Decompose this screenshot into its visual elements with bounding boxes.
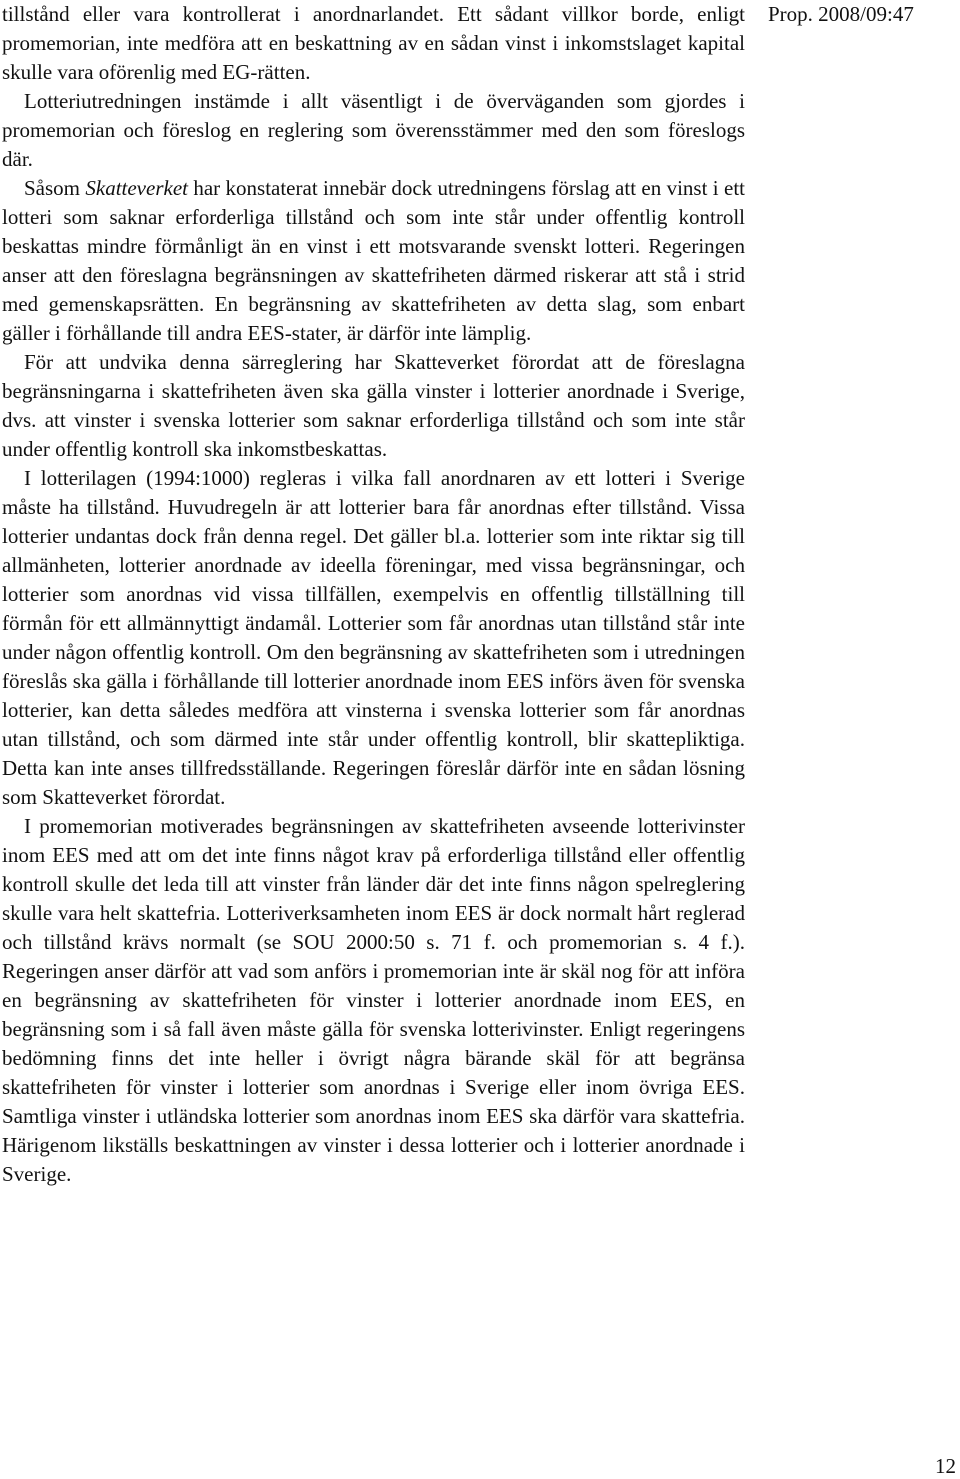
page-number: 12 (935, 1454, 956, 1478)
paragraph-continuation: tillstånd eller vara kontrollerat i anordnarlandet. Ett sådant villkor borde, enligt promemorian, inte medföra att en beskattning av en sådan vinst i inkomstslaget kapital skulle vara oförenlig med EG-rätten. (2, 2, 745, 84)
paragraph-skatteverket-rest: har konstaterat innebär dock utredningens förslag att en vinst i ett lotteri som saknar erforderliga tillstånd och som inte står under offentlig kontroll beskattas mindre förmånligt än en vinst i ett motsvarande svenskt lotteri. Regeringen anser att den föreslagna begränsningen av skattefriheten därmed riskerar att stå i strid med gemenskapsrätten. En begränsning av skattefriheten av detta slag, som enbart gäller i förhållande till andra EES-stater, är därför inte lämplig. (2, 176, 745, 345)
paragraph-lotterilagen: I lotterilagen (1994:1000) regleras i vilka fall anordnaren av ett lotteri i Sverige måste ha tillstånd. Huvudregeln är att lotterier bara får anordnas efter tillstånd. Vissa lotterier undantas dock från denna regel. Det gäller bl.a. lotterier som inte riktar sig till allmänheten, lotterier anordnade av ideella föreningar, med vissa begränsningar, och lotterier som anordnas vid vissa tillfällen, exempelvis en offentlig tillställning till förmån för ett allmännyttigt ändamål. Lotterier som får anordnas utan tillstånd står inte under någon offentlig kontroll. Om den begränsning av skattefriheten som i utredningen föreslås ska gälla i förhållande till lotterier anordnade inom EES införs även för svenska lotterier, kan detta således medföra att vinsterna i svenska lotterier som får anordnas utan tillstånd, och som därmed inte står under offentlig kontroll, blir skattepliktiga. Detta kan inte anses tillfredsställande. Regeringen föreslår därför inte en sådan lösning som Skatteverket förordat. (2, 466, 745, 809)
document-body (2, 0, 745, 1189)
paragraph-skatteverket-lead: Såsom (24, 176, 86, 200)
paragraph-skatteverket-emphasis: Skatteverket (85, 176, 188, 200)
proposition-reference: Prop. 2008/09:47 (768, 2, 914, 26)
paragraph-sarreglering: För att undvika denna särreglering har Skatteverket förordat att de föreslagna begränsningarna i skattefriheten även ska gälla vinster i lotterier anordnade i Sverige, dvs. att vinster i svenska lotterier som saknar erforderliga tillstånd och som inte står under offentlig kontroll ska inkomstbeskattas. (2, 350, 745, 461)
paragraph-promemorian: I promemorian motiverades begränsningen av skattefriheten avseende lotterivinster inom EES med att om det inte finns något krav på erforderliga tillstånd eller offentlig kontroll skulle det leda till att vinster från länder där det inte finns någon spelreglering skulle vara helt skattefria. Lotteriverksamheten inom EES är dock normalt hårt reglerad och tillstånd krävs normalt (se SOU 2000:50 s. 71 f. och promemorian s. 4 f.). Regeringen anser därför att vad som anförs i promemorian inte är skäl nog för att införa en begränsning av skattefriheten för vinster i lotterier anordnade inom EES, en begränsning som i så fall även måste gälla för svenska lotterivinster. Enligt regeringens bedömning finns det inte heller i övrigt några bärande skäl för att begränsa skattefriheten för vinster i lotterier som anordnas i Sverige eller inom övriga EES. Samtliga vinster i utländska lotterier som anordnas inom EES ska därför vara skattefria. Härigenom likställs beskattningen av vinster i dessa lotterier och i lotterier anordnade i Sverige. (2, 814, 745, 1186)
paragraph-skatteverket (2, 174, 745, 348)
paragraph-lotteriutredningen: Lotteriutredningen instämde i allt väsentligt i de överväganden som gjordes i promemorian och föreslog en reglering som överensstämmer med den som föreslogs där. (2, 89, 745, 171)
